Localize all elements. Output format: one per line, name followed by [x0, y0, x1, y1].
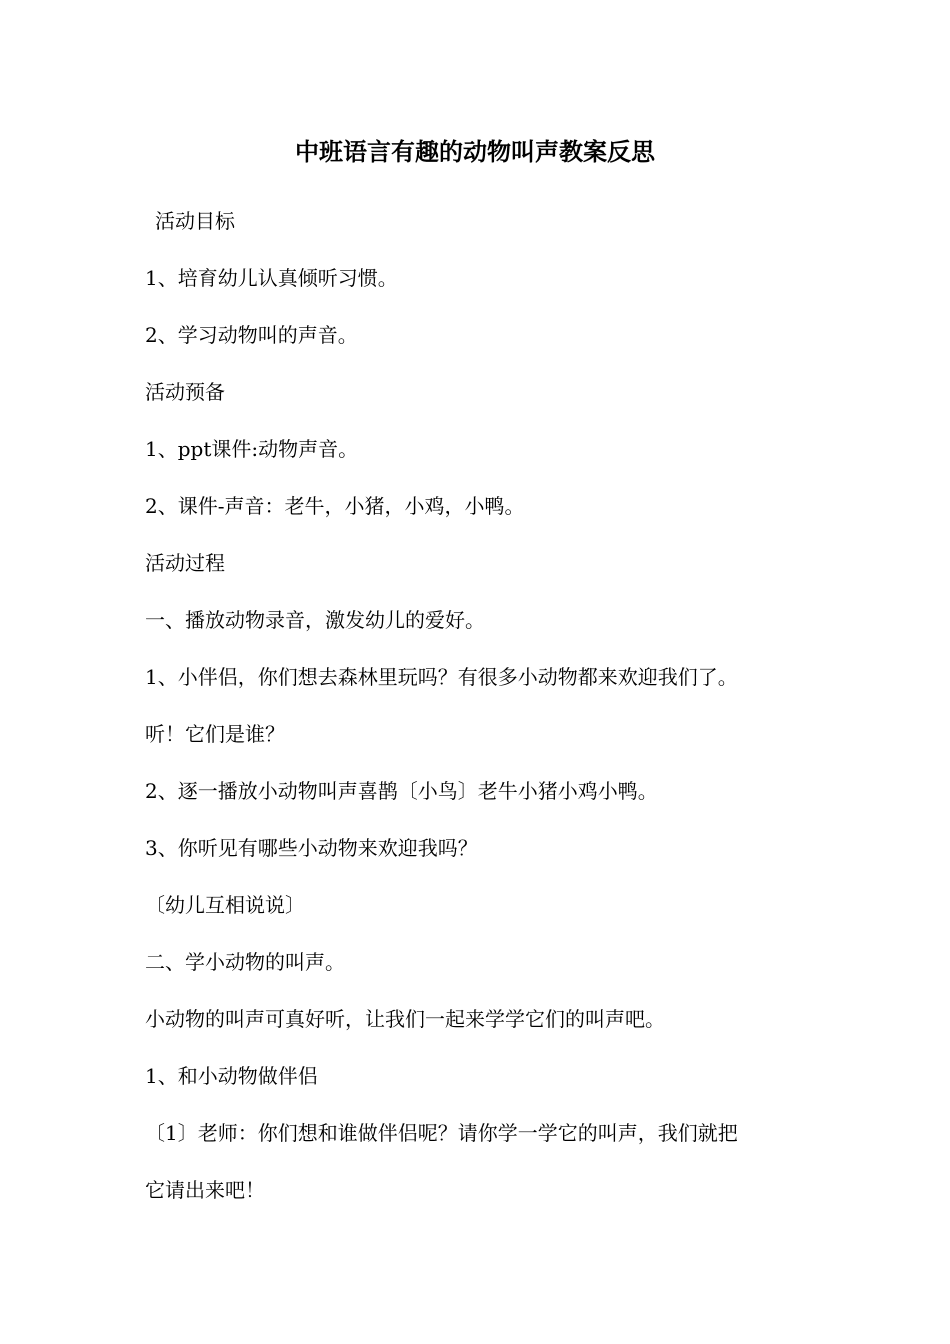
paragraph-line: 1、培育幼儿认真倾听习惯。 [145, 266, 398, 290]
paragraph-line: 一、播放动物录音，激发幼儿的爱好。 [145, 608, 485, 632]
paragraph-line: 听！它们是谁？ [145, 722, 285, 746]
paragraph-line: 3、你听见有哪些小动物来欢迎我吗？ [145, 836, 478, 860]
paragraph-line: 1、小伴侣，你们想去森林里玩吗？有很多小动物都来欢迎我们了。 [145, 665, 738, 689]
section-heading-goals: 活动目标 [155, 209, 235, 233]
paragraph-line: 2、课件-声音：老牛，小猪，小鸡，小鸭。 [145, 494, 525, 518]
paragraph-line: 二、学小动物的叫声。 [145, 950, 345, 974]
paragraph-line: 2、学习动物叫的声音。 [145, 323, 358, 347]
paragraph-line: 它请出来吧！ [145, 1178, 265, 1202]
paragraph-line: 1、ppt课件:动物声音。 [145, 437, 359, 461]
section-heading-process: 活动过程 [145, 551, 225, 575]
paragraph-line: 〔1〕老师：你们想和谁做伴侣呢？请你学一学它的叫声，我们就把 [145, 1121, 738, 1145]
paragraph-line: 小动物的叫声可真好听，让我们一起来学学它们的叫声吧。 [145, 1007, 665, 1031]
paragraph-line: 〔幼儿互相说说〕 [145, 893, 305, 917]
paragraph-line: 2、逐一播放小动物叫声喜鹊〔小鸟〕老牛小猪小鸡小鸭。 [145, 779, 658, 803]
document-title: 中班语言有趣的动物叫声教案反思 [295, 137, 655, 166]
paragraph-line: 1、和小动物做伴侣 [145, 1064, 318, 1088]
section-heading-preparation: 活动预备 [145, 380, 225, 404]
